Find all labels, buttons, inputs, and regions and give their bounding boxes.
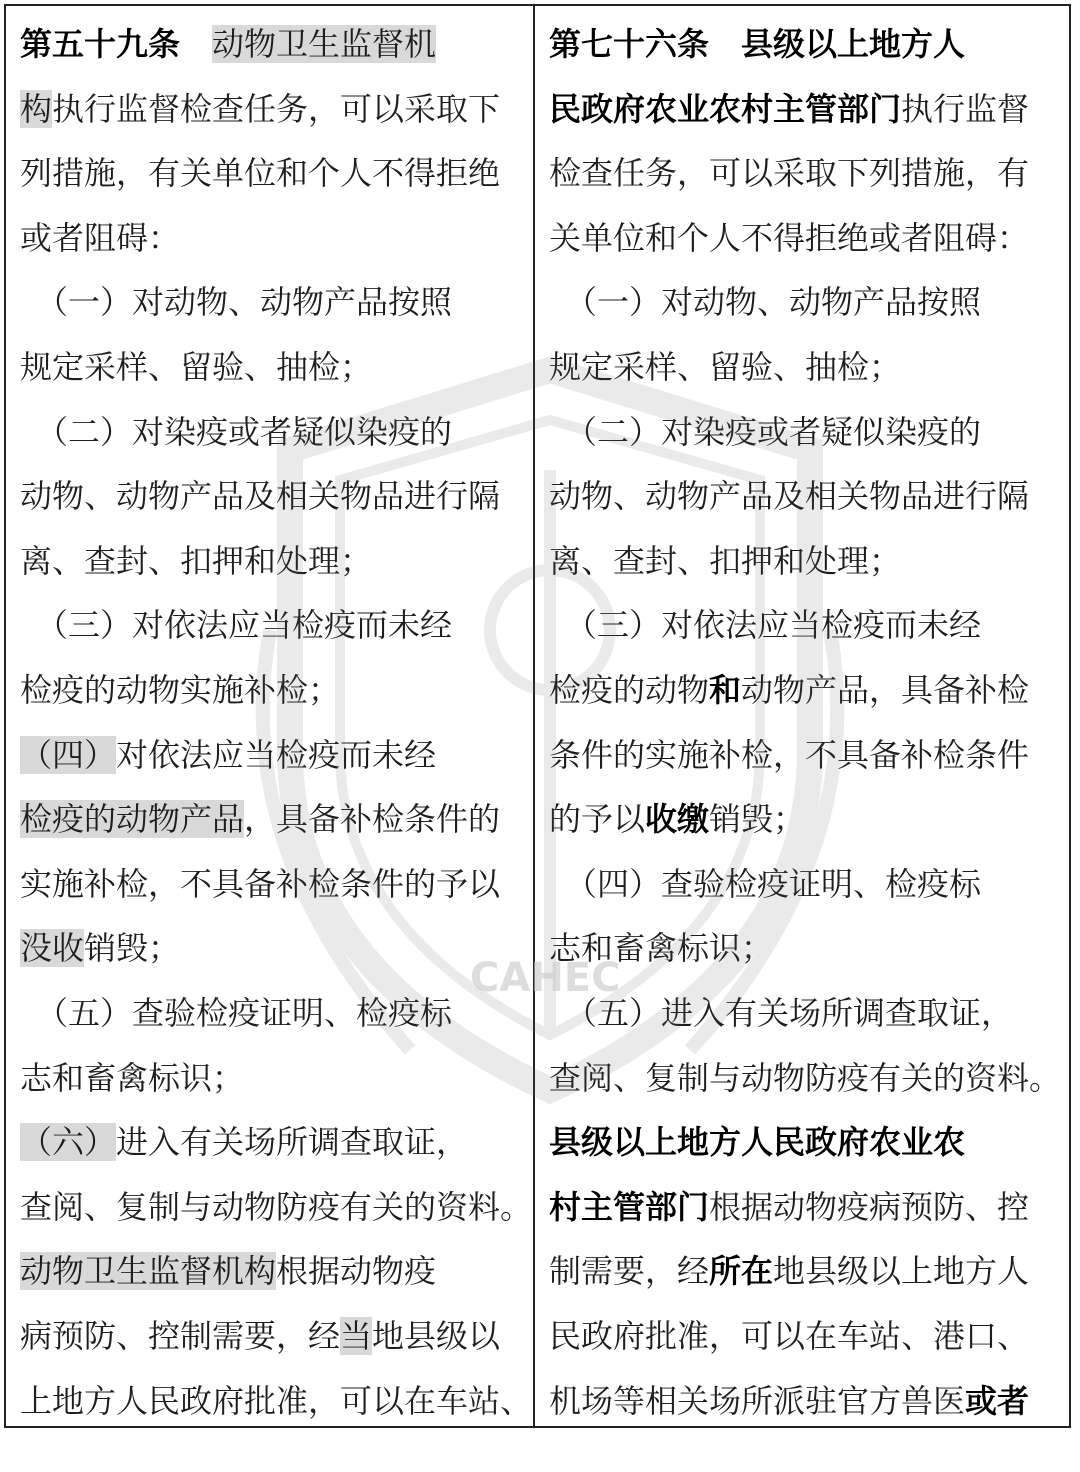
text-segment: ，具备补检条件的 <box>244 800 501 839</box>
text-line <box>549 1052 1061 1104</box>
text-line <box>20 276 452 328</box>
text-segment: （一）对动物、动物产品按照 <box>20 283 453 322</box>
text-segment: 上地方人民政府批准，可以在车站、 <box>20 1381 533 1420</box>
text-segment: 实施补检，不具备补检条件的予以 <box>20 864 501 903</box>
text-line <box>549 212 1029 264</box>
text-segment: 县级以上地方人民政府农业农 <box>549 1123 966 1162</box>
text-segment: 对依法应当检疫而未经 <box>116 735 437 774</box>
text-line <box>20 406 452 458</box>
text-line <box>20 1116 468 1168</box>
old-law-column <box>6 6 535 1426</box>
text-line <box>20 341 372 393</box>
text-segment: （六） <box>20 1123 117 1162</box>
text-segment: 规定采样、留验、抽检； <box>549 348 902 386</box>
text-segment: 查阅、复制与动物防疫有关的资料。 <box>549 1058 1062 1097</box>
text-segment: 第七十六条 县级以上地方人 <box>549 25 966 63</box>
text-segment: 或者 <box>965 1381 1030 1420</box>
text-segment: 和 <box>709 671 742 709</box>
text-line <box>549 729 1029 781</box>
text-line <box>20 793 500 845</box>
text-line <box>549 858 981 910</box>
text-segment: 制需要，经 <box>549 1252 710 1291</box>
text-line <box>20 1181 532 1233</box>
text-segment: （二）对染疫或者疑似染疫的 <box>20 412 453 451</box>
text-segment: 检查任务，可以采取下列措施，有 <box>549 154 1030 193</box>
text-segment: 根据动物疫病预防、控 <box>709 1187 1030 1226</box>
text-segment: 的予以 <box>549 800 646 839</box>
text-line <box>549 535 901 587</box>
text-segment: 地县级以 <box>372 1317 501 1355</box>
text-segment: 规定采样、留验、抽检； <box>20 348 373 386</box>
text-segment: 或者阻碍： <box>20 218 181 257</box>
text-segment: （三）对依法应当检疫而未经 <box>20 606 453 645</box>
text-segment: 志和畜禽标识； <box>20 1058 245 1097</box>
text-segment: 执行监督 <box>901 89 1030 128</box>
text-segment: 机场等相关场所派驻官方兽医 <box>549 1381 966 1420</box>
text-line <box>549 664 1029 716</box>
text-segment: （五）查验检疫证明、检疫标 <box>20 994 453 1032</box>
text-segment: （五）进入有关场所调查取证， <box>549 994 1014 1032</box>
text-line <box>20 858 500 910</box>
text-segment: 销毁； <box>84 929 181 968</box>
text-line <box>20 599 452 651</box>
text-segment: 构 <box>20 89 53 128</box>
text-segment: 地县级以上地方人 <box>773 1252 1030 1291</box>
text-line <box>20 1375 532 1426</box>
text-segment: 离、查封、扣押和处理； <box>549 541 902 580</box>
text-segment: 条件的实施补检，不具备补检条件 <box>549 735 1030 774</box>
text-segment: 关单位和个人不得拒绝或者阻碍： <box>549 218 1030 257</box>
text-line <box>549 599 981 651</box>
text-line <box>20 18 436 70</box>
text-line <box>20 83 500 135</box>
text-segment: 村主管部门 <box>549 1187 710 1226</box>
text-segment: 动物卫生监督机 <box>212 25 437 63</box>
text-line <box>20 1245 436 1297</box>
watermark-text: CAHEC <box>470 955 621 1001</box>
text-line <box>20 729 436 781</box>
text-segment: （四）查验检疫证明、检疫标 <box>549 864 982 903</box>
text-line <box>20 147 500 199</box>
text-line <box>20 535 372 587</box>
text-segment: 销毁； <box>709 800 806 839</box>
text-segment: 进入有关场所调查取证， <box>116 1123 469 1162</box>
text-line <box>20 664 340 716</box>
text-segment: 动物、动物产品及相关物品进行隔 <box>20 477 501 516</box>
text-line <box>20 1310 500 1362</box>
text-segment: 动物、动物产品及相关物品进行隔 <box>549 477 1030 516</box>
text-segment: 民政府农业农村主管部门 <box>549 89 902 128</box>
text-segment: 检疫的动物实施补检； <box>20 671 341 709</box>
text-segment: 查阅、复制与动物防疫有关的资料。 <box>20 1187 533 1226</box>
text-segment: 检疫的动物 <box>549 671 710 709</box>
text-line <box>549 1181 1029 1233</box>
text-segment: 动物产品，具备补检 <box>741 671 1030 709</box>
text-segment: 第五十九条 <box>20 25 181 63</box>
text-line <box>549 1116 965 1168</box>
text-segment: （一）对动物、动物产品按照 <box>549 283 982 322</box>
text-line <box>20 212 180 264</box>
text-segment: （二）对染疫或者疑似染疫的 <box>549 412 982 451</box>
text-line <box>549 1310 1029 1362</box>
text-segment: 没收 <box>20 929 85 968</box>
text-line <box>20 1052 244 1104</box>
text-line <box>549 83 1029 135</box>
text-segment <box>180 25 212 63</box>
text-line <box>549 147 1029 199</box>
text-line <box>549 1245 1029 1297</box>
text-line <box>20 922 180 974</box>
text-segment: 根据动物疫 <box>276 1252 437 1291</box>
text-segment: 当 <box>340 1317 373 1355</box>
text-segment: 所在 <box>709 1252 774 1291</box>
text-segment: 病预防、控制需要，经 <box>20 1317 341 1355</box>
text-line <box>20 470 500 522</box>
text-segment: 离、查封、扣押和处理； <box>20 541 373 580</box>
text-line <box>20 987 452 1039</box>
text-line <box>549 341 901 393</box>
text-line <box>549 18 965 70</box>
text-line <box>549 470 1029 522</box>
text-line <box>549 793 805 845</box>
text-segment: （三）对依法应当检疫而未经 <box>549 606 982 645</box>
text-line <box>549 406 981 458</box>
text-line <box>549 276 981 328</box>
comparison-table <box>4 4 1071 1428</box>
text-segment: 志和畜禽标识； <box>549 929 774 968</box>
text-segment: 列措施，有关单位和个人不得拒绝 <box>20 154 501 193</box>
text-segment: （四） <box>20 735 117 774</box>
text-line <box>549 1375 1029 1426</box>
new-law-column <box>535 6 1069 1426</box>
text-segment: 动物卫生监督机构 <box>20 1252 277 1291</box>
text-segment: 收缴 <box>645 800 710 839</box>
text-segment: 民政府批准，可以在车站、港口、 <box>549 1317 1030 1355</box>
text-segment: 检疫的动物产品 <box>20 800 245 839</box>
text-segment: 执行监督检查任务，可以采取下 <box>52 89 501 128</box>
